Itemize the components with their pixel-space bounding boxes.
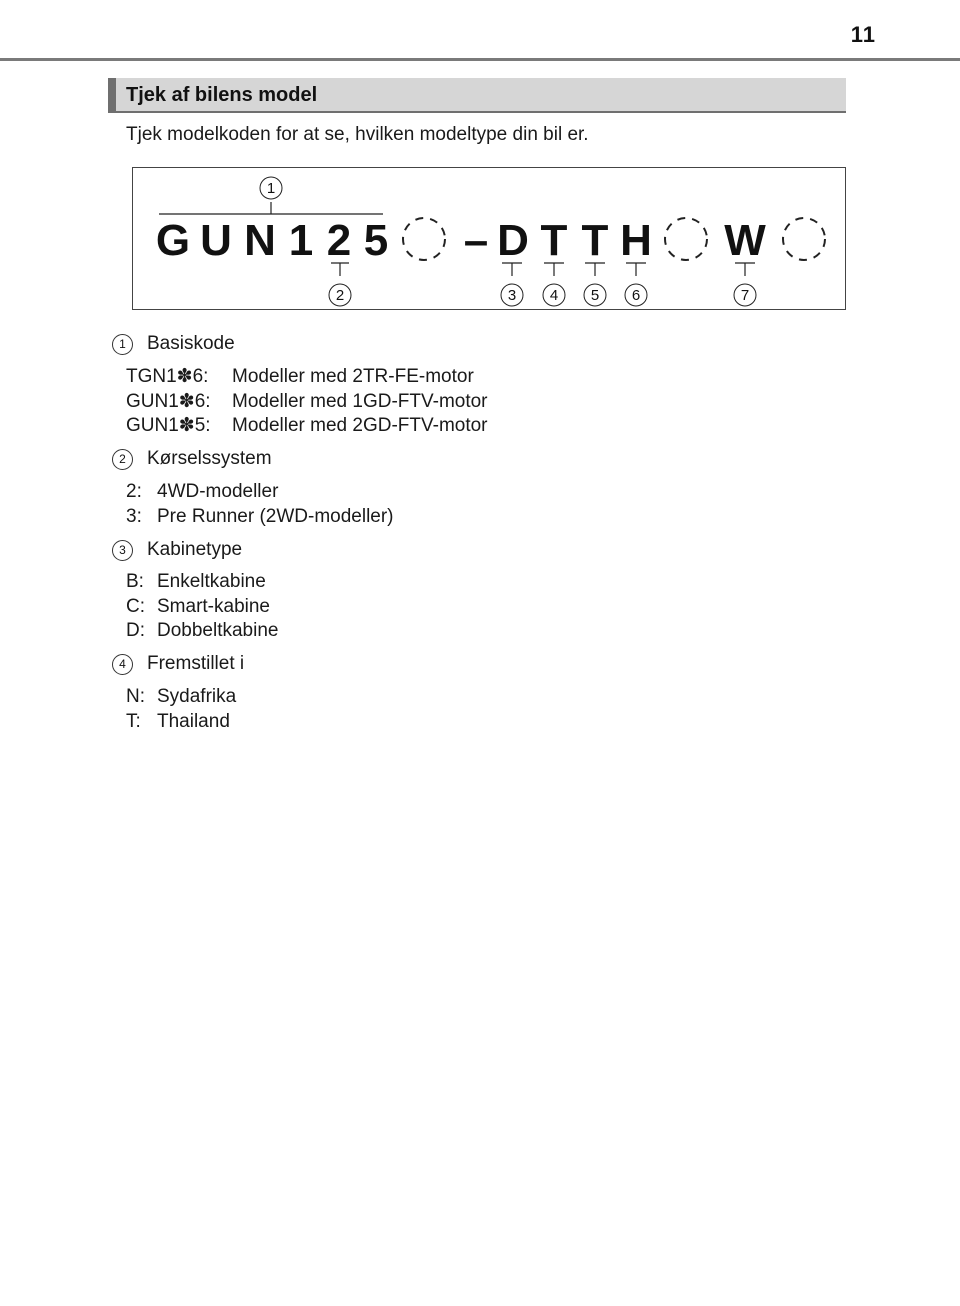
callout-3	[501, 263, 523, 306]
def-key: GUN1✽6:	[126, 390, 211, 412]
callout-1-number: 1	[266, 180, 276, 197]
item-heading-text: Basiskode	[147, 333, 235, 354]
item-fremstillet-i	[112, 653, 244, 675]
def-key: B:	[126, 571, 144, 592]
item-basiskode	[112, 333, 235, 355]
intro-text: Tjek modelkoden for at se, hvilken modeltype din bil er.	[126, 124, 589, 145]
list-item	[126, 570, 278, 595]
def-value: Smart-kabine	[157, 595, 270, 617]
callout-6	[625, 263, 647, 306]
code-char-w: W	[724, 216, 766, 265]
page-number: 11	[850, 22, 876, 47]
item-heading-text: Fremstillet i	[147, 653, 245, 674]
model-code-diagram	[132, 167, 846, 310]
callout-7-number: 7	[740, 287, 750, 304]
def-value: Thailand	[157, 710, 230, 732]
list-item	[126, 365, 488, 390]
model-code-svg	[133, 168, 847, 311]
item-heading-text: Kabinetype	[147, 539, 243, 560]
section-title: Tjek af bilens model	[126, 84, 318, 106]
def-key: 2:	[126, 481, 142, 502]
code-char-h: H	[620, 216, 652, 265]
callout-4	[543, 263, 565, 306]
def-key: D:	[126, 620, 145, 641]
code-char-2: 2	[326, 216, 352, 265]
list-item	[126, 414, 488, 439]
top-rule	[0, 58, 960, 61]
callout-2	[329, 263, 351, 306]
def-key: TGN1✽6:	[126, 366, 209, 387]
callout-5	[584, 263, 606, 306]
code-char-u: U	[200, 216, 232, 265]
callout-7	[734, 263, 756, 306]
def-value: Modeller med 2GD-FTV-motor	[232, 415, 488, 436]
code-char-t1: T	[540, 216, 568, 265]
code-char-n: N	[244, 216, 276, 265]
code-char-t2: T	[581, 216, 609, 265]
def-key: C:	[126, 595, 145, 617]
def-value: 4WD-modeller	[157, 481, 279, 502]
callout-3-number: 3	[507, 287, 517, 304]
placeholder-circle-1	[403, 218, 445, 260]
kabinetype-list	[126, 570, 278, 644]
item-koerselssystem	[112, 448, 272, 470]
code-char-dash: –	[463, 216, 489, 265]
def-value: Dobbeltkabine	[157, 620, 279, 641]
placeholder-circle-2	[665, 218, 707, 260]
def-value: Modeller med 1GD-FTV-motor	[232, 390, 488, 412]
section-header	[108, 78, 846, 113]
section-header-bar	[108, 78, 116, 111]
def-value: Sydafrika	[157, 686, 237, 707]
list-item	[126, 710, 236, 735]
def-key: GUN1✽5:	[126, 415, 211, 436]
list-item	[126, 619, 278, 644]
code-char-1: 1	[288, 216, 314, 265]
code-char-g: G	[155, 216, 191, 265]
list-item	[126, 685, 236, 710]
callout-6-number: 6	[631, 287, 641, 304]
callout-5-number: 5	[590, 287, 600, 304]
def-key: 3:	[126, 505, 142, 527]
item-marker-2: 2	[112, 449, 133, 470]
def-value: Pre Runner (2WD-modeller)	[157, 505, 394, 527]
item-kabinetype	[112, 539, 242, 561]
basiskode-list	[126, 365, 488, 439]
callout-4-number: 4	[549, 287, 559, 304]
koerselssystem-list	[126, 480, 394, 529]
def-key: T:	[126, 710, 141, 732]
code-char-d: D	[497, 216, 529, 265]
list-item	[126, 595, 278, 620]
def-value: Enkeltkabine	[157, 571, 266, 592]
def-key: N:	[126, 686, 145, 707]
item-marker-3: 3	[112, 540, 133, 561]
item-marker-4: 4	[112, 654, 133, 675]
fremstillet-list	[126, 685, 236, 734]
def-value: Modeller med 2TR-FE-motor	[232, 366, 474, 387]
item-heading-text: Kørselssystem	[147, 448, 272, 469]
item-marker-1: 1	[112, 334, 133, 355]
list-item	[126, 480, 394, 505]
callout-2-number: 2	[335, 287, 345, 304]
list-item	[126, 505, 394, 530]
placeholder-circle-3	[783, 218, 825, 260]
code-char-5: 5	[363, 216, 389, 265]
list-item	[126, 390, 488, 415]
